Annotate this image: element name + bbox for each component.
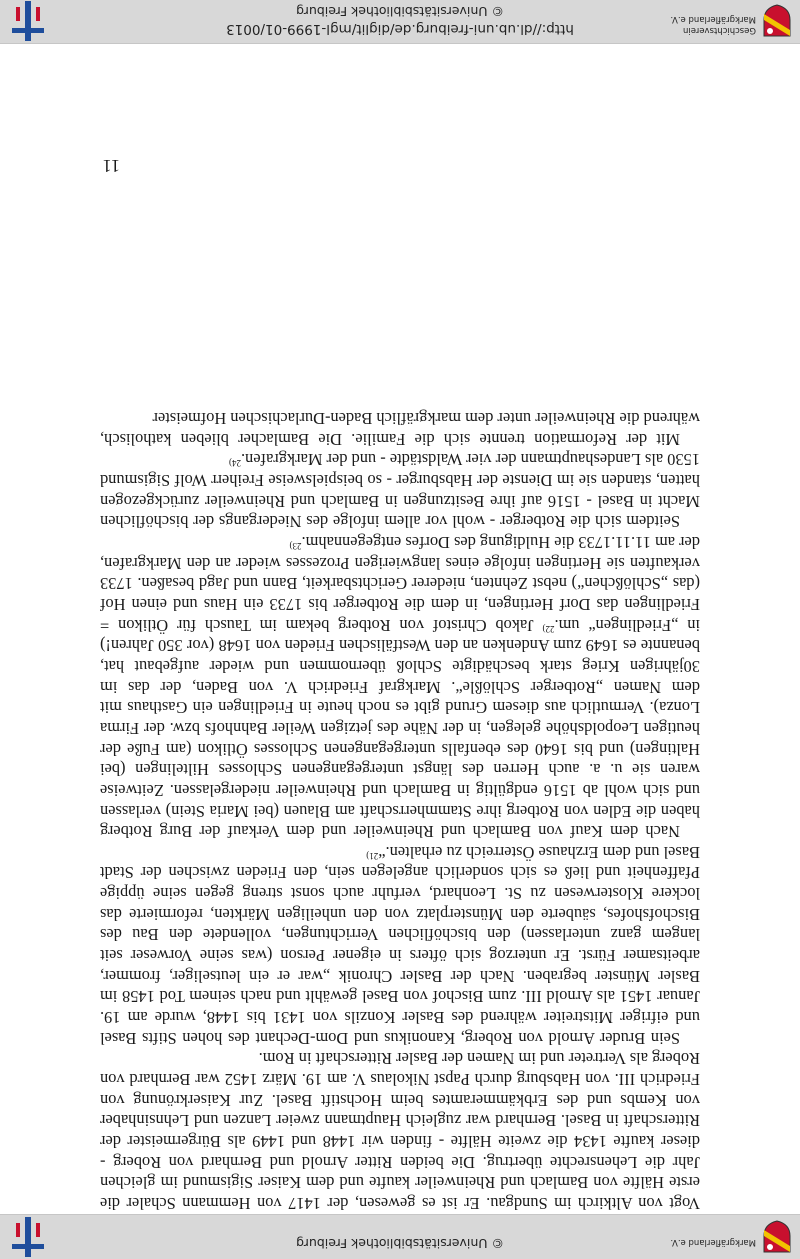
paragraph: Nach dem Kauf von Bamlach und Rheinweiler und dem Verkauf der Burg Rotberg haben die Edlen von Rotberg ihre Stammherrschaft am Blauen (bei Maria Stein) verlassen und sich wohl ab 1516 endgültig in Bamlach und Rheinweiler niedergelassen. Zeitweise waren sie u. a. auch Herren des längst untergegangenen Schlosses Hiltelingen (bei Haltingen) und bis 1640 des ebenfalls untergegangenen Schlosses Ötlikon (am Fuße der heutigen Leopoldshöhe gelegen, in der Nähe des jetzigen Weiler Bahnhofs bzw. der Firma Lonza). Vermutlich aus diesem Grund gibt es noch heute in Friedlingen ein Gasthaus mit dem Namen „Rotberger Schlößle“. Markgraf Friedrich V. von Baden, der das im 30jährigen Krieg stark beschädigte Schloß übernommen und wieder aufgebaut hat, benannte es 1649 zum Andenken an den Westfälischen Frieden von 1648 (vor 350 Jahren!) in „Friedlingen“ um.$^{22)}$ Jakob Christof von Rotberg bekam im Tausch für Ötlikon = Friedlingen das Dorf Hertingen, in dem die Rotberger bis 1733 ein Haus und einen Hof (das „Schlößchen“) nebst Zehnten, niederer Gerichtsbarkeit, Bann und Jagd besaßen. 1733 verkauften sie Hertingen infolge eines langwierigen Prozesses wieder an den Markgrafen, der am 11.11.1733 die Huldigung des Dorfes entgegennahm.$^{23)}$ (100, 533, 700, 842)
society-crest-icon (762, 4, 792, 38)
footnote-ref: 23) (289, 541, 302, 551)
footnote-ref: 21) (366, 850, 379, 861)
viewer-footer-bar (0, 0, 800, 44)
university-logo-icon-top (8, 1217, 48, 1257)
copyright-notice-top: © Universitätsbibliothek Freiburg (296, 1236, 504, 1251)
document-body (100, 407, 700, 1213)
society-name-top: Markgräflerland e.V. (670, 1237, 756, 1247)
society-name-line1: Geschichtsverein (682, 25, 756, 35)
viewer-header-bar (0, 1214, 800, 1259)
paragraph: Vogt von Altkirch im Sundgau. Er ist es gewesen, der 1417 von Hemmann Schaler die erste Hälfte von Bamlach und Rheinweiler kaufte und dem Kaiser Sigismund im gleichen Jahr die Lehensrechte übertrug. Die beiden Ritter Arnold und Bernhard von Roberg - dieser kaufte 1434 die zweite Hälfte - finden wir 1448 und 1449 als Bürgermeister der Ritterschaft in Basel. Bernhard war zugleich Hauptmann zweier Lanzen und Lehnsinhaber von Kembs und des Erbkämmeramtes beim Hochstift Basel. Zur Kaiserkrönung von Friedrich III. von Habsburg durch Papst Nikolaus V. am 19. März 1452 war Bernhard von Roberg als Vertreter und im Namen der Basler Ritterschaft in Rom. (100, 1049, 700, 1213)
society-name-line2: Markgräflerland e.V. (670, 14, 756, 24)
paragraph: Mit der Reformation trennte sich die Familie. Die Bamlacher blieben katholisch, während die Rheinweiler unter dem markgräflich Baden-Durlachischen Hofmeister (100, 409, 700, 449)
footnote-ref: 24) (229, 458, 241, 469)
page-number: 11 (102, 156, 120, 176)
copyright-notice: © Universitätsbibliothek Freiburg (296, 4, 504, 19)
paragraph: Sein Bruder Arnold von Roberg, Kanonikus und Dom-Dechant des hohen Stifts Basel und eifriger Mitstreiter während des Basler Konzils von 1431 bis 1448, wurde am 19. Januar 1451 als Arnold III. zum Bischof von Basel gewählt und nach seinem Tod 1458 im Basler Münster begraben. Nach der Basler Chronik „war er ein leutseliger, frommer, arbeitsamer Fürst. Er unterzog sich öfters in eigener Person (was seine Vorweser seit langem ganz unterlassen) den bischöflichen Verrichtungen, vollendete den Bau des Bischofshofes, säuberte den Münsterplatz von den unheiligen Märkten, reformierte das lockere Klosterwesen zu St. Leonhard, verfuhr auch sonst streng gegen seine üppige Pfaffenheit und ließ es sich sonderlich angelegen sein, den Frieden zwischen der Stadt Basel und dem Erzhause Österreich zu erhalten.“$^{21)}$ (100, 842, 700, 1048)
footnote-ref: 22) (542, 623, 555, 634)
paragraph: Seitdem sich die Rotberger - wohl vor allem infolge des Niedergangs der bischöflichen Macht in Basel - 1516 auf ihre Besitzungen in Bamlach und Rheinweiler zurückgezogen hatten, standen sie im Dienste der Habsburger - so beispielsweise Freiherr Wolf Sigismund 1530 als Landeshauptmann der vier Waldstädte - und der Markgrafen.$^{24)}$ (100, 450, 700, 532)
document-url[interactable]: http://dl.ub.uni-freiburg.de/diglit/mgl-1999-01/0013 (226, 21, 574, 37)
